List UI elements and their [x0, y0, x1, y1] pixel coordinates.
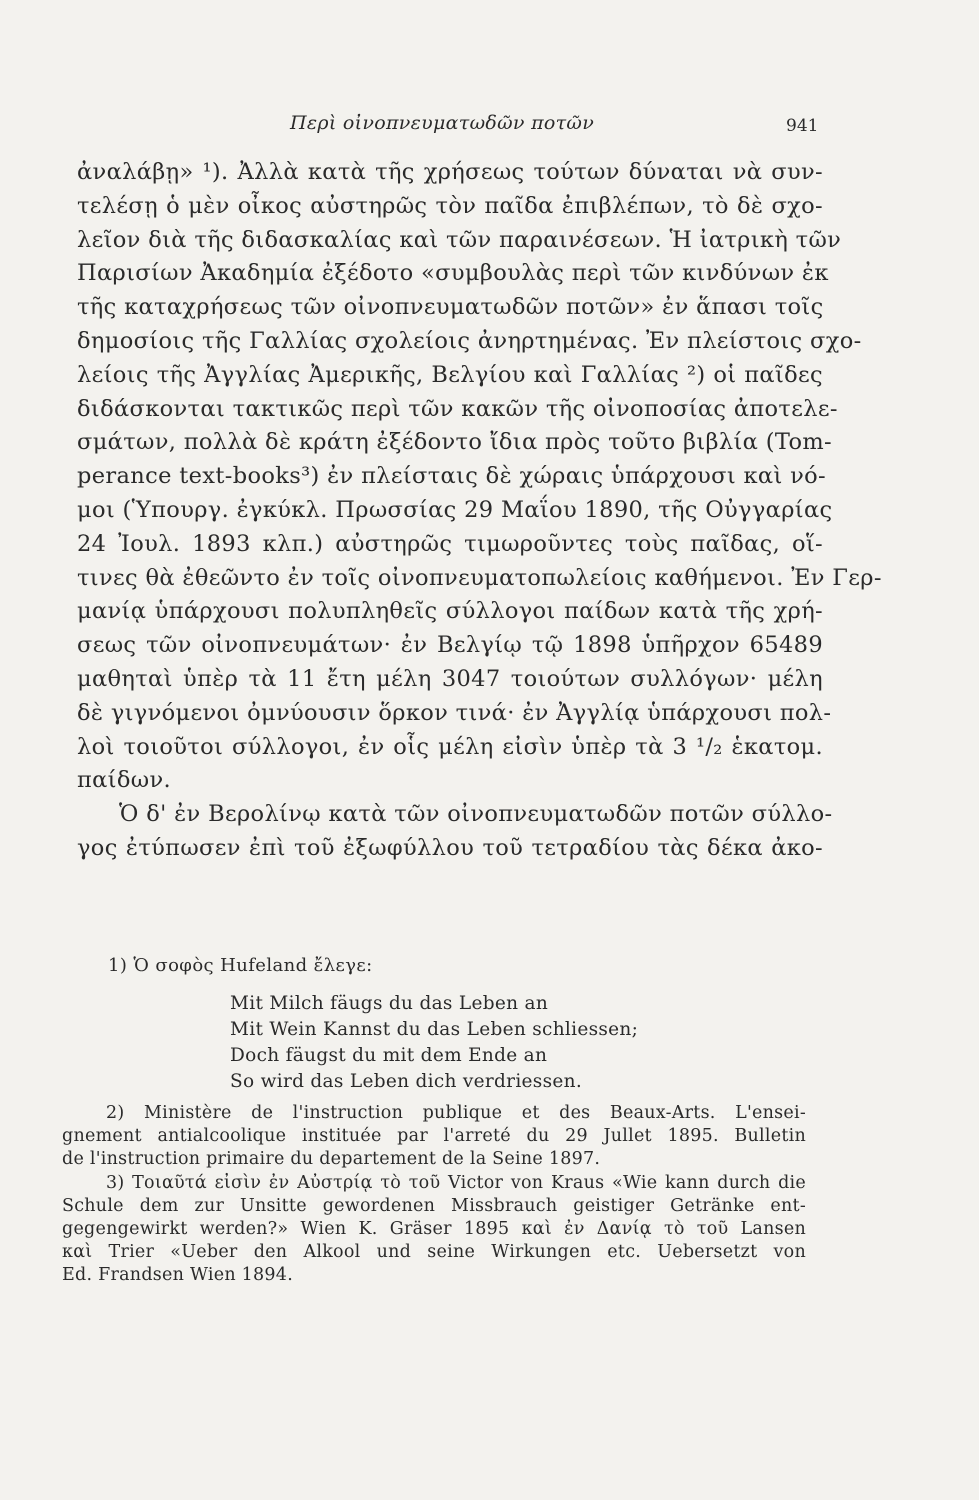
footnote-line: de l'instruction primaire du departement de la Seine 1897.	[62, 1149, 601, 1170]
footnote-poem	[230, 991, 638, 1095]
body-line: δημοσίοις τῆς Γαλλίας σχολείοις ἀνηρτημένας. Ἐν πλείστοις σχο-	[77, 327, 862, 354]
footnote-line: 2) Ministère de l'instruction publique et des Beaux-Arts. L'ensei-	[106, 1103, 806, 1123]
body-text	[77, 156, 882, 866]
body-line: perance text-books³) ἐν πλείσταις δὲ χώραις ὑπάρχουσι καὶ νό-	[77, 463, 827, 490]
page-number: 941	[786, 116, 819, 136]
running-head	[0, 112, 979, 136]
body-line: Παρισίων Ἀκαδημία ἐξέδοτο «συμβουλὰς περὶ τῶν κινδύνων ἐκ	[77, 260, 829, 287]
body-line: λοὶ τοιοῦτοι σύλλογοι, ἐν οἷς μέλη εἰσὶν ὑπὲρ τὰ 3 ¹/₂ ἑκατομ.	[77, 733, 823, 760]
poem-line: Mit Wein Kannst du das Leben schliessen;	[230, 1019, 639, 1040]
footnote-1-intro: 1) Ὁ σοφὸς Hufeland ἔλεγε:	[108, 955, 373, 976]
footnote-line: gnement antialcoolique instituée par l'arreté du 29 Jullet 1895. Bulletin	[62, 1126, 806, 1147]
body-line: τινες θὰ ἐθεῶντο ἐν τοῖς οἰνοπνευματοπωλείοις καθήμενοι. Ἐν Γερ-	[77, 564, 882, 591]
running-title: Περὶ οἰνοπνευματωδῶν ποτῶν	[290, 112, 595, 134]
body-line: τελέσῃ ὁ μὲν οἶκος αὐστηρῶς τὸν παῖδα ἐπιβλέπων, τὸ δὲ σχο-	[77, 192, 823, 219]
body-line: Ὁ δ' ἐν Βερολίνῳ κατὰ τῶν οἰνοπνευματωδῶν ποτῶν σύλλο-	[119, 801, 833, 828]
footnote-line: 3) Τοιαῦτά εἰσὶν ἐν Αὐστρίᾳ τὸ τοῦ Victor von Kraus «Wie kann durch die	[106, 1172, 806, 1193]
footnotes	[62, 1102, 806, 1288]
body-line: μανίᾳ ὑπάρχουσι πολυπληθεῖς σύλλογοι παίδων κατὰ τῆς χρή-	[77, 598, 823, 625]
body-line: τῆς καταχρήσεως τῶν οἰνοπνευματωδῶν ποτῶν» ἐν ἅπασι τοῖς	[77, 294, 824, 321]
footnote-line: gegengewirkt werden?» Wien K. Gräser 1895 καὶ ἐν Δανίᾳ τὸ τοῦ Lansen	[62, 1218, 806, 1239]
body-line: διδάσκονται τακτικῶς περὶ τῶν κακῶν τῆς οἰνοποσίας ἀποτελε-	[77, 395, 838, 422]
poem-line: Doch fäugst du mit dem Ende an	[230, 1045, 548, 1066]
body-line: παίδων.	[77, 767, 171, 794]
poem-line: Mit Milch fäugs du das Leben an	[230, 993, 549, 1014]
footnote-line: καὶ Trier «Ueber den Alkool und seine Wirkungen etc. Uebersetzt von	[62, 1242, 806, 1263]
body-line: μαθηταὶ ὑπὲρ τὰ 11 ἔτη μέλη 3047 τοιούτων συλλόγων· μέλη	[77, 665, 823, 692]
body-line: γος ἐτύπωσεν ἐπὶ τοῦ ἐξωφύλλου τοῦ τετραδίου τὰς δέκα ἀκο-	[77, 834, 823, 861]
body-line: σμάτων, πολλὰ δὲ κράτη ἐξέδοντο ἴδια πρὸς τοῦτο βιβλία (Tom-	[77, 429, 832, 456]
footnote-line: Ed. Frandsen Wien 1894.	[62, 1265, 294, 1286]
body-line: λεῖον διὰ τῆς διδασκαλίας καὶ τῶν παραινέσεων. Ἡ ἰατρικὴ τῶν	[77, 226, 842, 253]
poem-line: So wird das Leben dich verdriessen.	[230, 1071, 583, 1092]
body-line: σεως τῶν οἰνοπνευμάτων· ἐν Βελγίῳ τῷ 1898 ὑπῆρχον 65489	[77, 632, 823, 659]
body-line: 24 Ἰουλ. 1893 κλπ.) αὐστηρῶς τιμωροῦντες τοὺς παῖδας, οἵ-	[77, 530, 823, 557]
footnote-line: Schule dem zur Unsitte gewordenen Missbrauch geistiger Getränke ent-	[62, 1195, 806, 1216]
body-line: δὲ γιγνόμενοι ὀμνύουσιν ὅρκον τινά· ἐν Ἀγγλίᾳ ὑπάρχουσι πολ-	[77, 699, 832, 726]
body-line: λείοις τῆς Ἀγγλίας Ἀμερικῆς, Βελγίου καὶ Γαλλίας ²) οἱ παῖδες	[77, 361, 823, 388]
body-line: μοι (Ὑπουργ. ἐγκύκλ. Πρωσσίας 29 Μαΐου 1890, τῆς Οὐγγαρίας	[77, 496, 833, 523]
body-line: ἀναλάβῃ» ¹). Ἀλλὰ κατὰ τῆς χρήσεως τούτων δύναται νὰ συν-	[77, 159, 823, 185]
